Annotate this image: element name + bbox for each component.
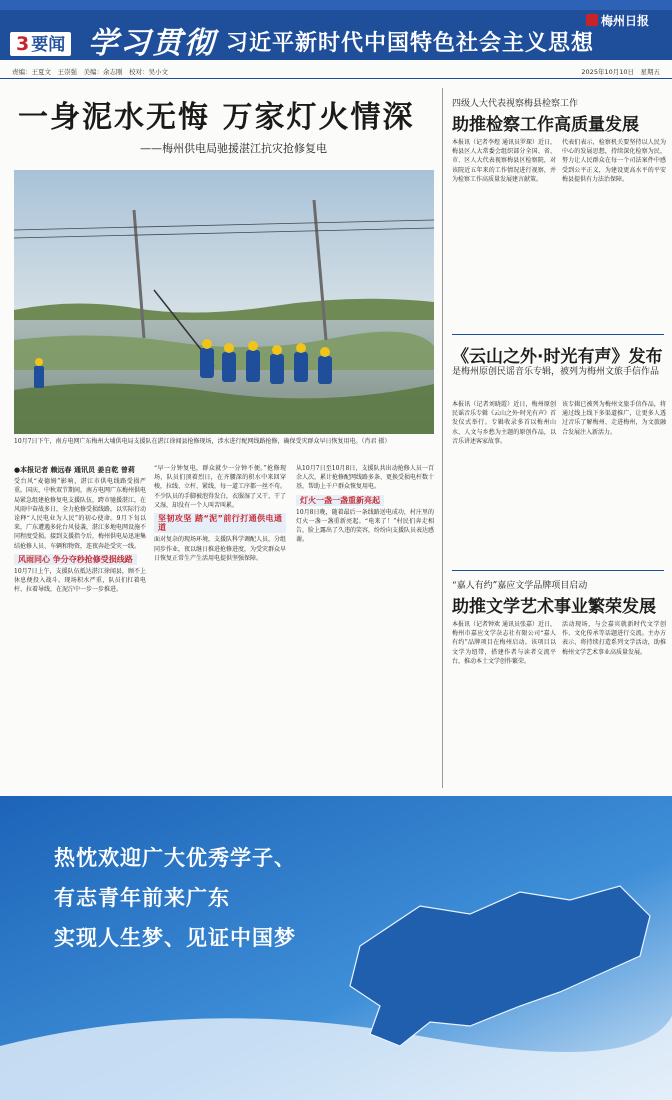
story1-col-a: 本报讯（记者李煜 通讯员罗琛）近日，梅县区人大常委会组织部分全国、省、市、区人大代表视察梅县区检察院，对该院近五年来的工作情况进行视察，并为检察工作高质量发展建言献策。 bbox=[452, 139, 556, 183]
subsection-heading-2: 坚韧攻坚 踏“泥”前行打通供电通道 bbox=[154, 513, 286, 533]
main-column-1 bbox=[14, 464, 146, 595]
photo-caption: 10月7日下午，南方电网广东梅州大埔供电局支援队在湛江徐闻县抢修现场，涉水进行配网线路抢修，确保受灾群众早日恢复用电。（肖君 摄） bbox=[14, 438, 391, 445]
main-photo bbox=[14, 170, 434, 434]
main-col2-text: “早一分钟复电，群众就少一分钟不便。”抢修现场，队员们顶着烈日，在齐腰深的积水中来回穿梭，拉线、立杆、紧线，每一道工序都一丝不苟。不少队员的手脚被泡得发白，衣服湿了又干、干了又湿，却没有一个人叫苦叫累。 bbox=[154, 465, 287, 509]
paper-logo-icon bbox=[586, 14, 598, 26]
story1-col-b: 代表们表示，检察机关要坚持以人民为中心的发展思想，持续深化检察为民，努力让人民群众在每一个司法案件中感受到公平正义，为建设更高水平的平安梅县提供有力法治保障。 bbox=[562, 139, 666, 183]
story1-kicker: 四级人大代表视察梅县检察工作 bbox=[452, 99, 579, 109]
main-col1b-text: 10月7日上午，支援队伍抵达湛江徐闻县，顾不上休息便投入战斗。现场积水严重，队员们扛着电杆、拉着导线，在泥泞中一步一步推进。 bbox=[14, 568, 146, 594]
story3-col-b: 活动现场，与会嘉宾就新时代文学创作、文化传承等话题进行交流。主办方表示，将持续打造系列文学活动，助推梅州文学艺术事业高质量发展。 bbox=[562, 621, 666, 656]
column-slogan: 习近平新时代中国特色社会主义思想 bbox=[226, 31, 595, 56]
story3-kicker: “嘉人有约”嘉应文学品牌项目启动 bbox=[452, 581, 588, 591]
section-name: 要闻 bbox=[31, 35, 66, 55]
story-divider bbox=[452, 570, 664, 571]
subsection-heading-3: 灯火一盏一盏重新亮起 bbox=[296, 495, 384, 506]
main-col3b-text: 10月8日晚，随着最后一条线路送电成功，村庄里的灯火一盏一盏重新亮起。“电来了！”村民们奔走相告，脸上露出了久违的笑容，纷纷向支援队员表达感谢。 bbox=[296, 508, 435, 544]
story2-col-b: 该专辑已被列为梅州文旅手信作品，将通过线上线下多渠道推广，让更多人透过音乐了解梅州、走进梅州，为文旅融合发展注入新活力。 bbox=[562, 401, 666, 436]
editor-credits: 责编：王夏文 王崇强 美编：余志刚 校对：吴小文 bbox=[12, 68, 168, 76]
story3-title: 助推文学艺术事业繁荣发展 bbox=[452, 597, 656, 617]
story-divider bbox=[452, 334, 664, 335]
recruitment-banner bbox=[0, 796, 672, 1100]
section-label bbox=[10, 32, 71, 56]
main-headline: 一身泥水无悔 万家灯火情深 bbox=[18, 100, 415, 135]
column-brand: 学习贯彻 bbox=[88, 26, 216, 61]
banner-line-1: 热忱欢迎广大优秀学子、 bbox=[54, 846, 296, 870]
column-divider bbox=[442, 88, 443, 788]
section-number: 3 bbox=[16, 33, 30, 55]
main-col1-text: 受台风“麦德姆”影响，湛江市供电线路受损严重。国庆、中秋双节期间，南方电网广东梅州供电局紧急组建抢修复电支援队伍，跨市驰援湛江，在风雨中奋战多日，全力抢修受损线路，以实际行动诠释“人民电业为人民”的初心使命。9月下旬以来，广东遭遇多轮台风侵袭，湛江多地电网设施不同程度受损。接到支援指令后，梅州供电局迅速集结抢修人员、车辆和物资，连夜奔赴受灾一线。 bbox=[14, 478, 147, 550]
story2-col-a: 本报讯（记者刘晓霞）近日，梅州原创民谣音乐专辑《云山之外·时光有声》首发仪式举行。专辑收录多首以梅州山水、人文与乡愁为主题的原创作品，以音乐讲述客家故事。 bbox=[452, 401, 556, 445]
story3-col-a: 本报讯（记者钟欢 通讯员张嘉）近日，梅州市嘉应文学杂志社有限公司“嘉人有约”品牌项目在梅州启动。该项目以文学为纽带，搭建作者与读者交流平台，推动本土文学创作繁荣。 bbox=[452, 621, 556, 665]
main-column-3 bbox=[296, 464, 434, 545]
story2-subtitle: 是梅州原创民谣音乐专辑，被列为梅州文旅手信作品 bbox=[452, 367, 660, 377]
subsection-heading-1: 风雨同心 争分夺秒抢修受损线路 bbox=[14, 554, 137, 565]
paper-name: 梅州日报 bbox=[601, 14, 650, 28]
banner-line-3: 实现人生梦、见证中国梦 bbox=[54, 926, 296, 950]
masthead-stripe bbox=[0, 0, 672, 10]
byline: ●本报记者 赖远春 通讯员 姜自乾 曾莉 bbox=[14, 466, 135, 474]
main-subhead: ——梅州供电局驰援湛江抗灾抢修复电 bbox=[140, 142, 327, 155]
flood-repair-photo bbox=[14, 170, 434, 434]
paper-logo bbox=[586, 12, 649, 29]
issue-date: 2025年10月10日 星期五 bbox=[581, 68, 660, 76]
main-col2b-text: 面对复杂的现场环境，支援队科学调配人员，分组同步作业，夜以继日推进抢修进度，为受灾群众早日恢复正常生产生活用电提供坚强保障。 bbox=[154, 536, 287, 562]
story2-title: 《云山之外·时光有声》发布 bbox=[452, 347, 663, 367]
banner-line-2: 有志青年前来广东 bbox=[54, 886, 230, 910]
main-column-2 bbox=[154, 464, 286, 563]
story1-title: 助推检察工作高质量发展 bbox=[452, 115, 639, 135]
info-bar bbox=[0, 64, 672, 79]
main-col3-text: 从10月7日至10月8日，支援队共出动抢修人员一百余人次，累计抢修配网线路多条、更换受损电杆数十基，帮助上千户群众恢复用电。 bbox=[296, 465, 435, 491]
